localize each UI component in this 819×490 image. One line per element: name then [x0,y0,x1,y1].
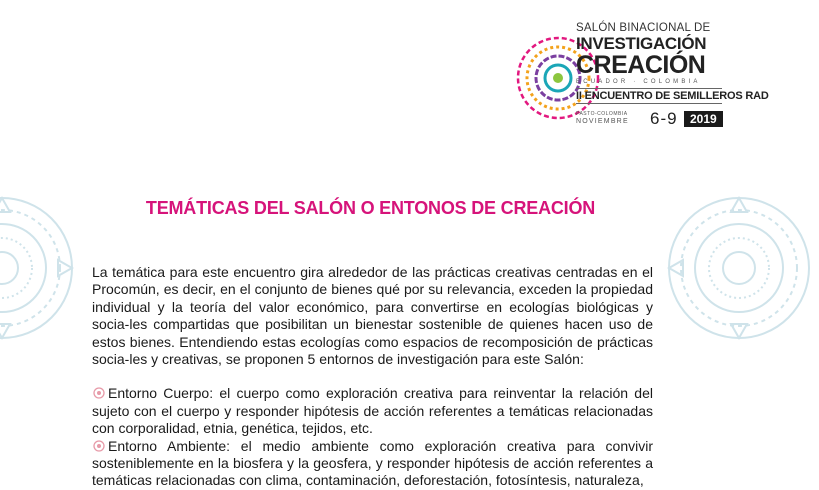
mandala-bullet-icon [92,387,108,399]
bullet-item [92,385,653,437]
bullet-text: Entorno Ambiente: el medio ambiente como exploración creativa para convivir sosteniblemente en la biosfera y la geosfera, y responder hipótesis de acción referentes a temáticas relacionadas con clima, contaminación, deforestación, fotosíntesis, naturaleza, [92,437,653,489]
mandala-bullet-icon [92,440,108,452]
logo-line-1: SALÓN BINACIONAL DE [576,22,711,34]
logo-mandala-icon [512,32,580,124]
logo-place: PASTO-COLOMBIA [576,111,628,117]
intro-paragraph: La temática para este encuentro gira alrededor de las prácticas creativas centradas en el Procomún, es decir, en el conjunto de bienes qué por su relevancia, exceden la propiedad individual y la teoría del valor económico, para convertirse en ecologías biológicas y socia-les compartidas que posibilitan un bienestar sostenible de quienes hacen uso de estos bienes. Entendiendo estas ecologías como espacios de recomposición de prácticas socia-les y creativas, se proponen 5 entornos de investigación para este Salón: [92,264,653,368]
logo-line-2: INVESTIGACIÓN [576,34,707,53]
page-title: TEMÁTICAS DEL SALÓN O ENTONOS DE CREACIÓN [145,198,596,218]
logo-month: NOVIEMBRE [576,118,629,125]
body-text [92,264,653,490]
bullet-text: Entorno Cuerpo: el cuerpo como exploración creativa para reinventar la relación del sujeto con el cuerpo y responder hipótesis de acción referentes a temáticas relacionadas con corporalidad, etnia, genética, tejidos, etc. [92,385,653,437]
logo-countries: ECUADOR · COLOMBIA [576,79,701,85]
logo-subtitle: II ENCUENTRO DE SEMILLEROS RAD [576,90,769,102]
logo-line-3: CREACIÓN [576,51,706,79]
logo-days: 6-9 [650,109,678,128]
event-logo [512,18,769,136]
bullet-item [92,438,653,490]
logo-year: 2019 [684,111,723,127]
